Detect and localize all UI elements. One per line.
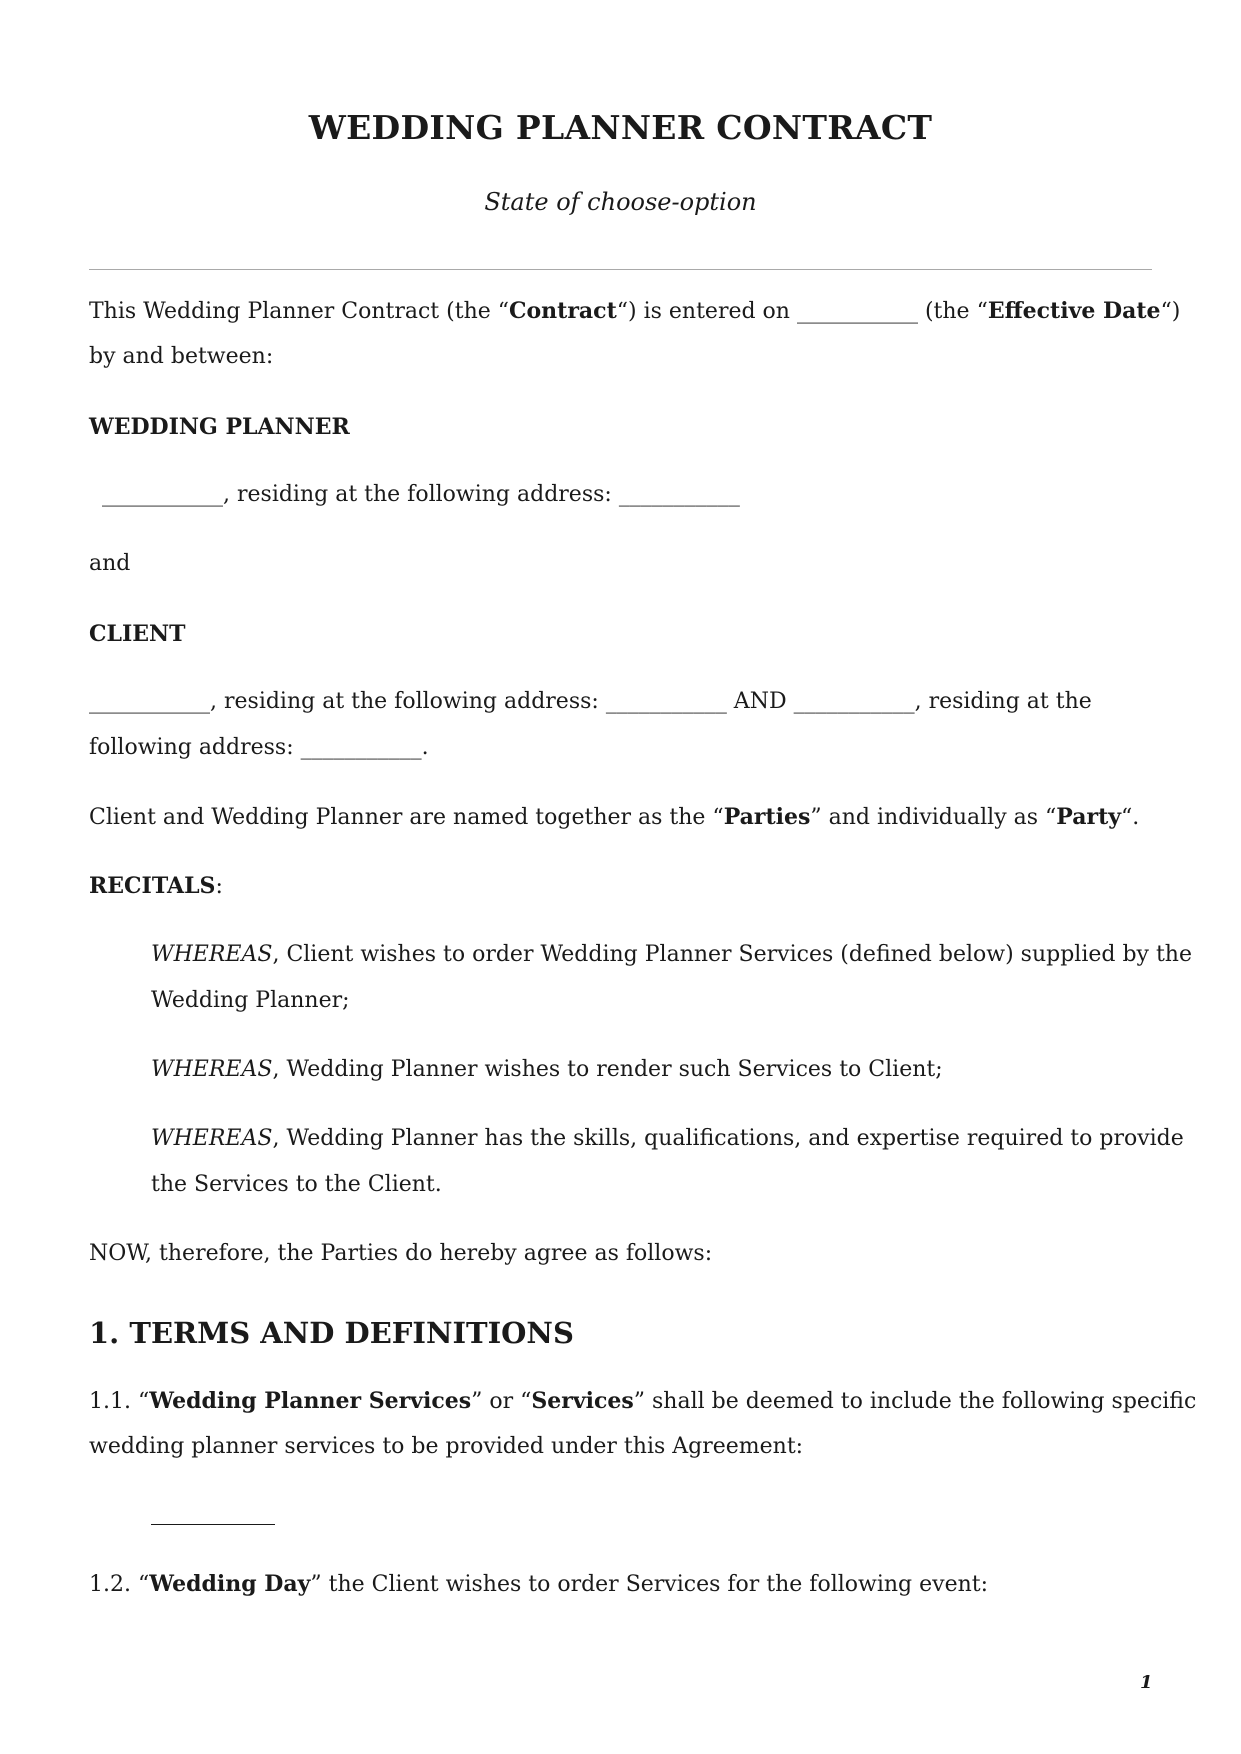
- recital-3-line-2: the Services to the Client.: [151, 1172, 442, 1197]
- recital-3-line-1: WHEREAS, Wedding Planner has the skills, qualifications, and expertise required to provide: [151, 1126, 1184, 1151]
- section-1-heading: 1. TERMS AND DEFINITIONS: [89, 1316, 574, 1350]
- document-subtitle: State of choose-option: [484, 188, 757, 216]
- client2-name-blank: ___________: [793, 689, 915, 714]
- header-divider: [89, 269, 1152, 270]
- recitals-heading: RECITALS:: [89, 873, 223, 899]
- parties-definition: Client and Wedding Planner are named together as the “Parties” and individually as “Party“.: [89, 804, 1140, 830]
- recital-1-line-2: Wedding Planner;: [151, 988, 350, 1013]
- planner-name-blank: ___________: [102, 482, 223, 507]
- client-address-blank: ___________: [605, 689, 727, 714]
- intro-line-1: This Wedding Planner Contract (the “Contract“) is entered on ___________ (the “Effective Date“): [89, 298, 1181, 324]
- services-blank-line: [151, 1524, 275, 1525]
- planner-heading: WEDDING PLANNER: [89, 414, 350, 440]
- client2-address-blank: ___________: [300, 735, 422, 760]
- client-line-2: following address: ___________.: [89, 735, 429, 760]
- recital-2: WHEREAS, Wedding Planner wishes to render such Services to Client;: [151, 1057, 943, 1082]
- planner-address-blank: ___________: [618, 482, 740, 507]
- contract-term: Contract: [509, 298, 617, 324]
- client-heading: CLIENT: [89, 621, 186, 647]
- clause-1-1-line-1: 1.1. “Wedding Planner Services” or “Services” shall be deemed to include the following specific: [89, 1388, 1197, 1414]
- intro-line-2: by and between:: [89, 344, 274, 369]
- effective-date-term: Effective Date: [987, 298, 1161, 324]
- client-name-blank: ___________: [89, 689, 210, 714]
- clause-1-1-line-2: wedding planner services to be provided under this Agreement:: [89, 1434, 804, 1459]
- and-text: and: [89, 551, 131, 576]
- client-line-1: ___________, residing at the following address: ___________ AND ___________, residing at the: [89, 689, 1092, 714]
- clause-1-2: 1.2. “Wedding Day” the Client wishes to order Services for the following event:: [89, 1571, 989, 1597]
- recital-1-line-1: WHEREAS, Client wishes to order Wedding Planner Services (defined below) supplied by the: [151, 942, 1192, 967]
- now-therefore: NOW, therefore, the Parties do hereby agree as follows:: [89, 1241, 713, 1266]
- document-title: WEDDING PLANNER CONTRACT: [308, 108, 933, 147]
- effective-date-blank: ___________: [796, 299, 918, 324]
- planner-line: ___________, residing at the following address: ___________: [102, 482, 740, 507]
- page-number: 1: [1140, 1672, 1153, 1693]
